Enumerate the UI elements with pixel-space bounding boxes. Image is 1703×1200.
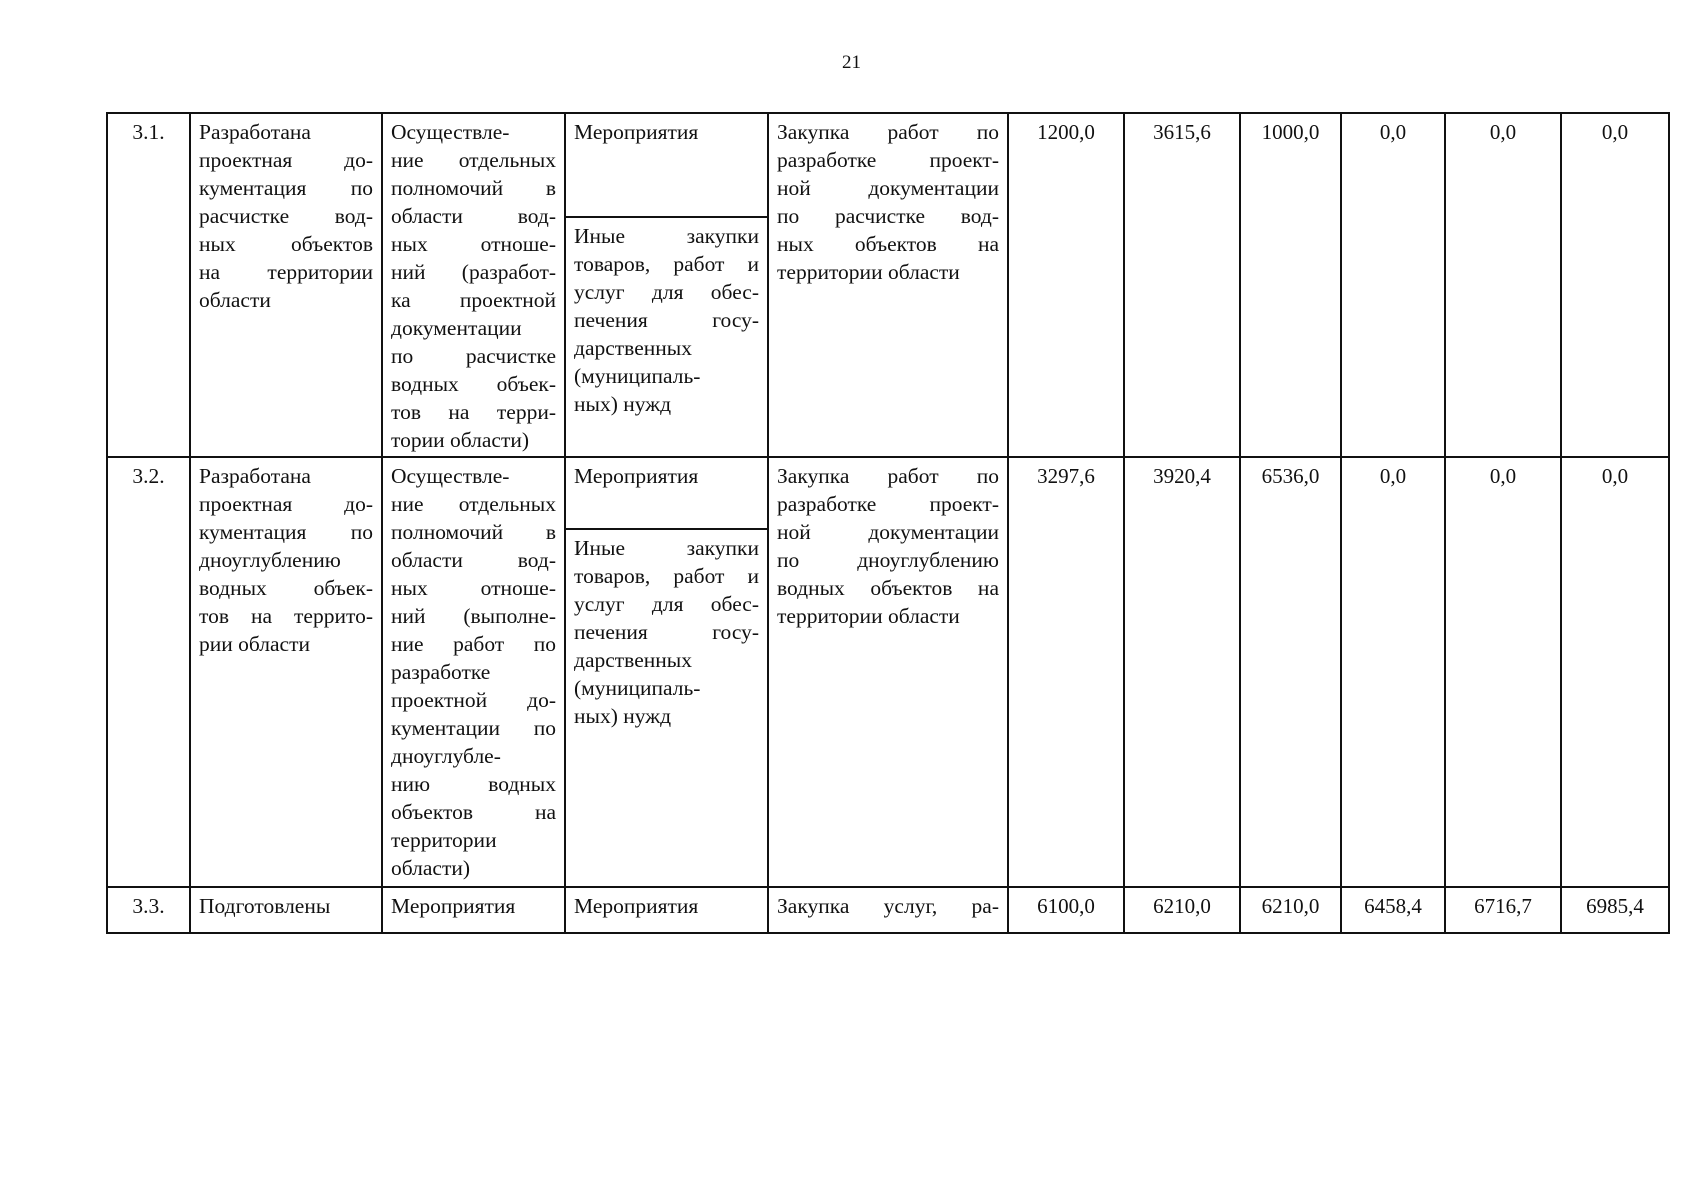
table-row — [107, 887, 1669, 933]
value-cell — [1561, 457, 1669, 887]
value: 3297,6 — [1037, 464, 1095, 488]
value-cell — [1561, 887, 1669, 933]
value: 3920,4 — [1153, 464, 1211, 488]
value: 0,0 — [1601, 464, 1629, 488]
description-cell — [768, 113, 1008, 457]
value: 0,0 — [1489, 464, 1517, 488]
result-cell — [190, 113, 382, 457]
value: 3615,6 — [1153, 120, 1211, 144]
result-text: Подготовлены — [199, 894, 331, 918]
row-index: 3.2. — [107, 457, 190, 887]
row-index: 3.3. — [107, 887, 190, 933]
value: 0,0 — [1489, 120, 1517, 144]
value-cell — [1445, 113, 1561, 457]
result-cell — [190, 457, 382, 887]
value-cell — [1008, 887, 1124, 933]
value: 6100,0 — [1037, 894, 1095, 918]
event-type: Мероприятия — [574, 894, 699, 918]
result-text: Разработана проектная до- кументация по дноуглублению водных объек- тов на террито- рии области — [199, 464, 373, 656]
activity-text: Осуществле- ние отдельных полномочий в области вод- ных отноше- ний (разработ- ка проектной документации по расчистке водных объек- тов на терри- тории области) — [391, 120, 556, 452]
value: 1200,0 — [1037, 120, 1095, 144]
budget-table — [106, 112, 1670, 934]
value-cell — [1008, 113, 1124, 457]
activity-text: Мероприятия — [391, 894, 516, 918]
value-cell — [1341, 113, 1445, 457]
expense-type: Иные закупки товаров, работ и услуг для обес- печения госу- дарственных (муниципаль- ных) нужд — [574, 536, 759, 728]
value-cell — [1240, 887, 1341, 933]
value-cell — [1124, 113, 1240, 457]
value: 0,0 — [1379, 464, 1407, 488]
description-text: Закупка услуг, ра- — [777, 894, 999, 918]
table-row — [107, 457, 1669, 887]
value: 0,0 — [1601, 120, 1629, 144]
value: 6458,4 — [1364, 894, 1422, 918]
result-text: Разработана проектная до- кументация по расчистке вод- ных объектов на территории области — [199, 120, 373, 312]
value: 6716,7 — [1474, 894, 1532, 918]
value: 1000,0 — [1261, 120, 1320, 144]
activity-cell — [382, 113, 565, 457]
expense-type: Иные закупки товаров, работ и услуг для обес- печения госу- дарственных (муниципаль- ных) нужд — [574, 224, 759, 416]
value-cell — [1124, 887, 1240, 933]
page-number: 21 — [842, 52, 861, 73]
row-index: 3.1. — [107, 113, 190, 457]
value-cell — [1341, 887, 1445, 933]
event-type: Мероприятия — [566, 114, 767, 218]
value-cell — [1124, 457, 1240, 887]
value-cell — [1445, 887, 1561, 933]
value: 6210,0 — [1153, 894, 1211, 918]
description-text: Закупка работ по разработке проект- ной документации по дноуглублению водных объектов на территории области — [777, 464, 999, 628]
activity-text: Осуществле- ние отдельных полномочий в области вод- ных отноше- ний (выполне- ние работ по разработке проектной до- кументации по дноуглубле- нию водных объектов на территории области) — [391, 464, 556, 880]
event-expense-cell — [565, 887, 768, 933]
value: 6210,0 — [1261, 894, 1320, 918]
value-cell — [1240, 113, 1341, 457]
event-expense-cell — [565, 457, 768, 887]
description-cell — [768, 457, 1008, 887]
value-cell — [1240, 457, 1341, 887]
activity-cell — [382, 887, 565, 933]
value: 6985,4 — [1586, 894, 1644, 918]
value-cell — [1341, 457, 1445, 887]
value: 0,0 — [1379, 120, 1407, 144]
value: 6536,0 — [1261, 464, 1320, 488]
value-cell — [1561, 113, 1669, 457]
value-cell — [1445, 457, 1561, 887]
value-cell — [1008, 457, 1124, 887]
activity-cell — [382, 457, 565, 887]
table-row — [107, 113, 1669, 457]
description-text: Закупка работ по разработке проект- ной документации по расчистке вод- ных объектов на территории области — [777, 120, 999, 284]
event-expense-cell — [565, 113, 768, 457]
description-cell — [768, 887, 1008, 933]
event-type: Мероприятия — [566, 458, 767, 530]
result-cell — [190, 887, 382, 933]
